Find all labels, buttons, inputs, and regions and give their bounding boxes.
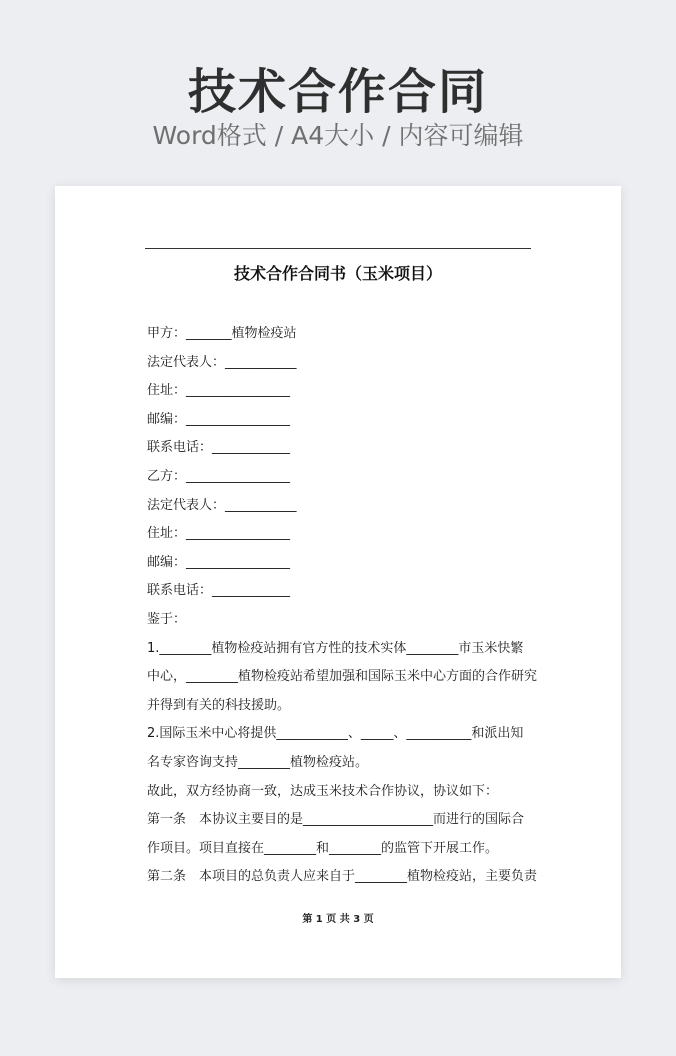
field-party-a-representative: 法定代表人：___________: [147, 354, 297, 370]
paragraph-line: 名专家咨询支持________植物检疫站。: [147, 754, 369, 770]
field-party-a-phone: 联系电话：____________: [147, 440, 291, 456]
banner-subtitle: Word格式 / A4大小 / 内容可编辑: [152, 121, 524, 150]
field-party-b: 乙方：________________: [147, 468, 291, 484]
field-party-a-postcode: 邮编：________________: [147, 411, 291, 427]
paragraph-line: 第二条 本项目的总负责人应来自于________植物检疫站，主要负责: [147, 869, 538, 885]
field-party-a-address: 住址：________________: [147, 383, 291, 399]
paragraph-line: 1.________植物检疫站拥有官方性的技术实体________市玉米快繁: [147, 640, 524, 656]
field-party-b-representative: 法定代表人：___________: [147, 497, 297, 513]
field-party-b-postcode: 邮编：________________: [147, 554, 291, 570]
whereas-heading: 鉴于：: [147, 611, 187, 627]
page-number-footer: 第 1 页 共 3 页: [302, 914, 374, 925]
paragraph-line: 2.国际玉米中心将提供___________、_____、__________和派出知: [147, 726, 524, 742]
field-party-b-phone: 联系电话：____________: [147, 583, 291, 599]
paragraph-line: 故此，双方经协商一致，达成玉米技术合作协议，协议如下：: [147, 783, 499, 799]
paragraph-line: 第一条 本协议主要目的是____________________而进行的国际合: [147, 812, 525, 828]
document-body: [147, 320, 538, 892]
top-rule: [145, 248, 531, 249]
field-party-a: 甲方：_______植物检疫站: [147, 326, 297, 341]
paragraph-line: 作项目。项目直接在________和________的监管下开展工作。: [147, 840, 499, 856]
document-title: 技术合作合同书（玉米项目）: [233, 264, 442, 283]
field-party-b-address: 住址：________________: [147, 526, 291, 542]
document-page: [55, 186, 621, 978]
banner-title: 技术合作合同: [187, 64, 488, 120]
paragraph-line: 并得到有关的科技援助。: [147, 697, 291, 713]
paragraph-line: 中心，________植物检疫站希望加强和国际玉米中心方面的合作研究: [147, 669, 538, 685]
